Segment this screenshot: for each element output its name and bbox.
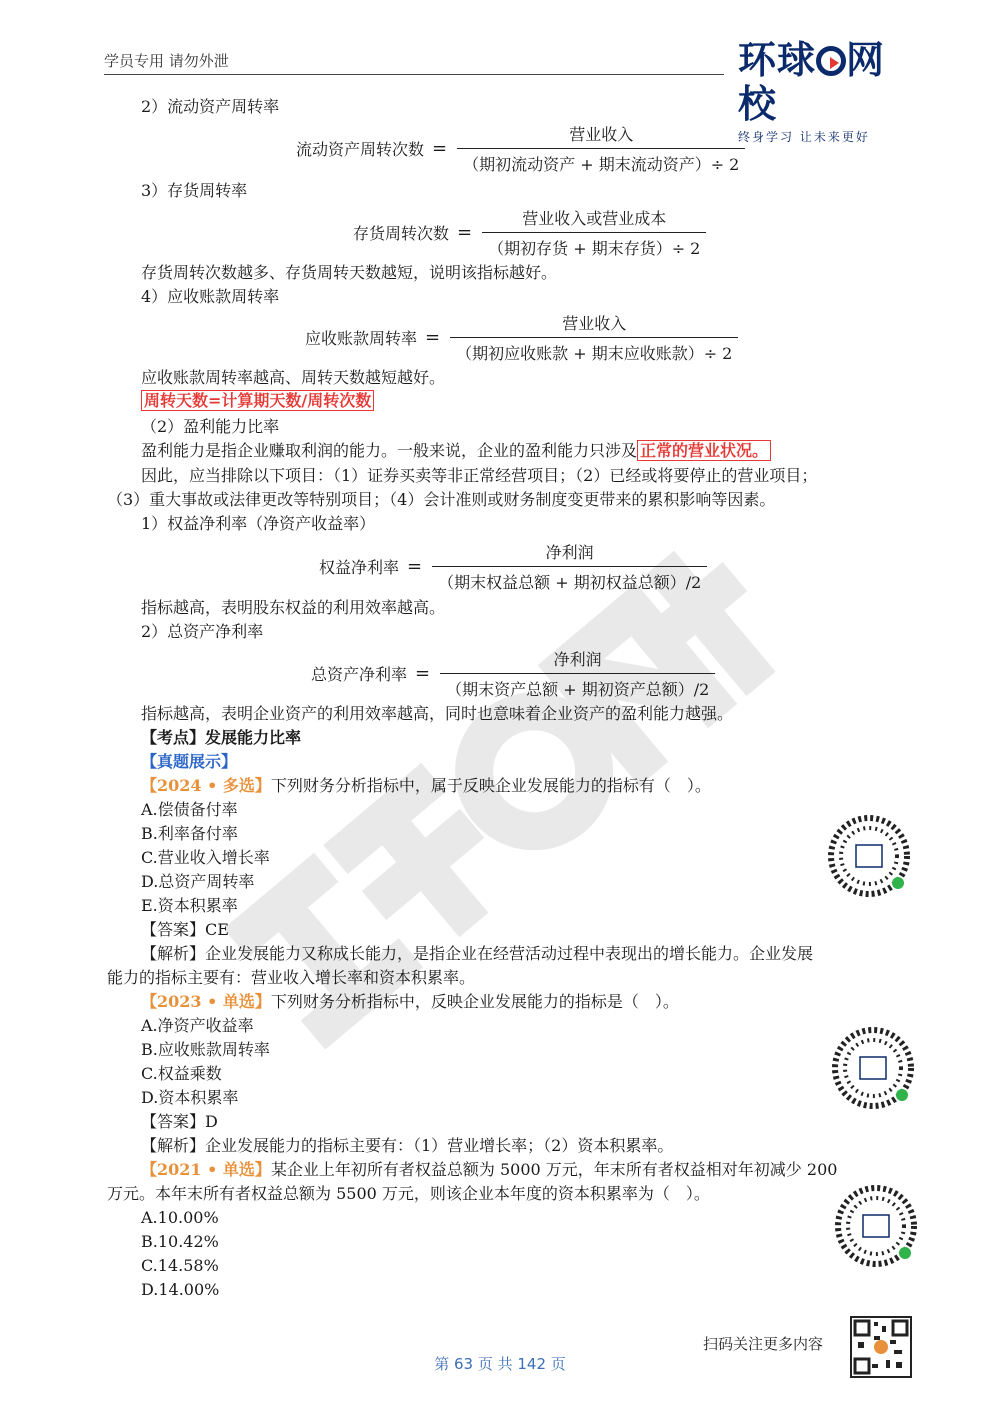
receivable-note: 应收账款周转率越高、周转天数越短越好。 [141, 368, 446, 387]
topic-heading: 【考点】发展能力比率 [141, 728, 302, 747]
question-1-option-a: A.偿债备付率 [141, 800, 238, 819]
formula-denominator: （期初存货 + 期末存货）÷ 2 [488, 239, 701, 258]
question-tag: 【2021 • 单选】 [141, 1160, 271, 1179]
profit-paragraph-1: 盈利能力是指企业赚取利润的能力。一般来说，企业的盈利能力只涉及 正常的营业状况。 [141, 440, 771, 462]
formula-denominator: （期末权益总额 + 期初权益总额）/2 [438, 573, 702, 592]
question-1-option-c: C.营业收入增长率 [141, 848, 270, 867]
formula-lhs: 权益净利率 [319, 558, 400, 577]
question-1-answer: 【答案】CE [141, 920, 229, 939]
formula-numerator: 营业收入 [569, 125, 634, 144]
question-3-option-b: B.10.42% [141, 1232, 219, 1251]
heading-profitability: （2）盈利能力比率 [141, 417, 280, 436]
inventory-note: 存货周转次数越多、存货周转天数越短，说明该指标越好。 [141, 263, 558, 282]
qr-code-icon[interactable] [828, 815, 910, 897]
formula-lhs: 应收账款周转率 [305, 329, 418, 348]
question-tag: 【2024 • 多选】 [141, 776, 271, 795]
formula-lhs: 存货周转次数 [353, 224, 450, 243]
profit-paragraph-2a: 因此，应当排除以下项目：（1）证券买卖等非正常经营项目；（2）已经或将要停止的营业项目； [141, 466, 818, 485]
question-2-option-a: A.净资产收益率 [141, 1016, 254, 1035]
question-3-stem: 【2021 • 单选】某企业上年初所有者权益总额为 5000 万元，年末所有者权益相对年初减少 200 [141, 1160, 838, 1179]
question-2-option-b: B.应收账款周转率 [141, 1040, 270, 1059]
question-3-option-c: C.14.58% [141, 1256, 219, 1275]
scan-prompt: 扫码关注更多内容 [703, 1335, 824, 1353]
heading-roe: 1）权益净利率（净资产收益率） [141, 514, 376, 533]
question-1-option-d: D.总资产周转率 [141, 872, 255, 891]
formula-numerator: 净利润 [545, 543, 594, 562]
formula-numerator: 净利润 [553, 650, 602, 669]
formula-lhs: 流动资产周转次数 [296, 140, 425, 159]
logo-play-icon [816, 46, 846, 76]
logo-text-a: 环球 [738, 38, 817, 82]
question-tag: 【2023 • 单选】 [141, 992, 271, 1011]
question-3-option-a: A.10.00% [141, 1208, 219, 1227]
qr-code-icon[interactable] [832, 1027, 914, 1109]
logo-text-b: 网校 [738, 38, 886, 126]
formula-roe: 权益净利率 = $\frac{\text{净利润}}{\text{（期末权益总额 + 期初权益总额）/2}}$ [319, 540, 707, 593]
formula-numerator: 营业收入或营业成本 [522, 209, 667, 228]
formula-denominator: （期末资产总额 + 期初资产总额）/2 [446, 680, 710, 699]
formula-inventory-turnover: 存货周转次数 = $\frac{\text{营业收入或营业成本}}{\text{（期初存货 + 期末存货）÷ 2}}$ [353, 206, 706, 259]
question-2-analysis: 【解析】企业发展能力的指标主要有：（1）营业增长率；（2）资本积累率。 [141, 1136, 674, 1155]
qr-code-icon[interactable] [835, 1185, 917, 1267]
formula-denominator: （期初流动资产 + 期末流动资产）÷ 2 [463, 155, 740, 174]
roa-note: 指标越高，表明企业资产的利用效率越高，同时也意味着企业资产的盈利能力越强。 [141, 704, 734, 723]
heading-receivable: 4）应收账款周转率 [141, 287, 280, 306]
formula-denominator: （期初应收账款 + 期末应收账款）÷ 2 [456, 344, 733, 363]
formula-roa: 总资产净利率 = $\frac{\text{净利润}}{\text{（期末资产总额 + 期初资产总额）/2}}$ [311, 647, 715, 700]
heading-roa: 2）总资产净利率 [141, 622, 264, 641]
question-2-answer: 【答案】D [141, 1112, 218, 1131]
page-number: 第 63 页 共 142 页 [434, 1355, 566, 1373]
question-3-option-d: D.14.00% [141, 1280, 220, 1299]
exam-show-heading: 【真题展示】 [141, 752, 238, 771]
question-1-analysis-b: 能力的指标主要有：营业收入增长率和资本积累率。 [107, 968, 476, 987]
question-1-option-e: E.资本积累率 [141, 896, 238, 915]
question-1-analysis-a: 【解析】企业发展能力又称成长能力，是指企业在经营活动过程中表现出的增长能力。企业发展 [141, 944, 814, 963]
question-1-option-b: B.利率备付率 [141, 824, 238, 843]
question-2-stem: 【2023 • 单选】下列财务分析指标中，反映企业发展能力的指标是（ ）。 [141, 992, 679, 1011]
roe-note: 指标越高，表明股东权益的利用效率越高。 [141, 598, 446, 617]
brand-logo [738, 38, 918, 144]
formula-numerator: 营业收入 [562, 314, 627, 333]
profit-paragraph-2b: （3）重大事故或法律更改等特别项目；（4）会计准则或财务制度变更带来的累积影响等因素。 [107, 490, 776, 509]
heading-current-asset: 2）流动资产周转率 [141, 97, 280, 116]
formula-lhs: 总资产净利率 [311, 665, 408, 684]
formula-current-asset-turnover: 流动资产周转次数 = $\frac{\text{营业收入}}{\text{（期初流动资产 + 期末流动资产）÷ 2}}$ [296, 122, 745, 175]
highlight-normal-business: 正常的营业状况。 [637, 440, 771, 461]
formula-receivable-turnover: 应收账款周转率 = $\frac{\text{营业收入}}{\text{（期初应收账款 + 期末应收账款）÷ 2}}$ [305, 311, 738, 364]
turnover-days-formula: 周转天数=计算期天数/周转次数 [141, 390, 374, 412]
question-2-option-d: D.资本积累率 [141, 1088, 239, 1107]
question-1-stem: 【2024 • 多选】下列财务分析指标中，属于反映企业发展能力的指标有（ ）。 [141, 776, 711, 795]
logo-slogan: 终身学习 让未来更好 [738, 130, 870, 144]
question-2-option-c: C.权益乘数 [141, 1064, 222, 1083]
header-notice: 学员专用 请勿外泄 [104, 52, 229, 70]
heading-inventory: 3）存货周转率 [141, 181, 248, 200]
header-rule [104, 74, 724, 75]
question-3-stem-b: 万元。本年末所有者权益总额为 5500 万元，则该企业本年度的资本积累率为（ ）。 [107, 1184, 710, 1203]
